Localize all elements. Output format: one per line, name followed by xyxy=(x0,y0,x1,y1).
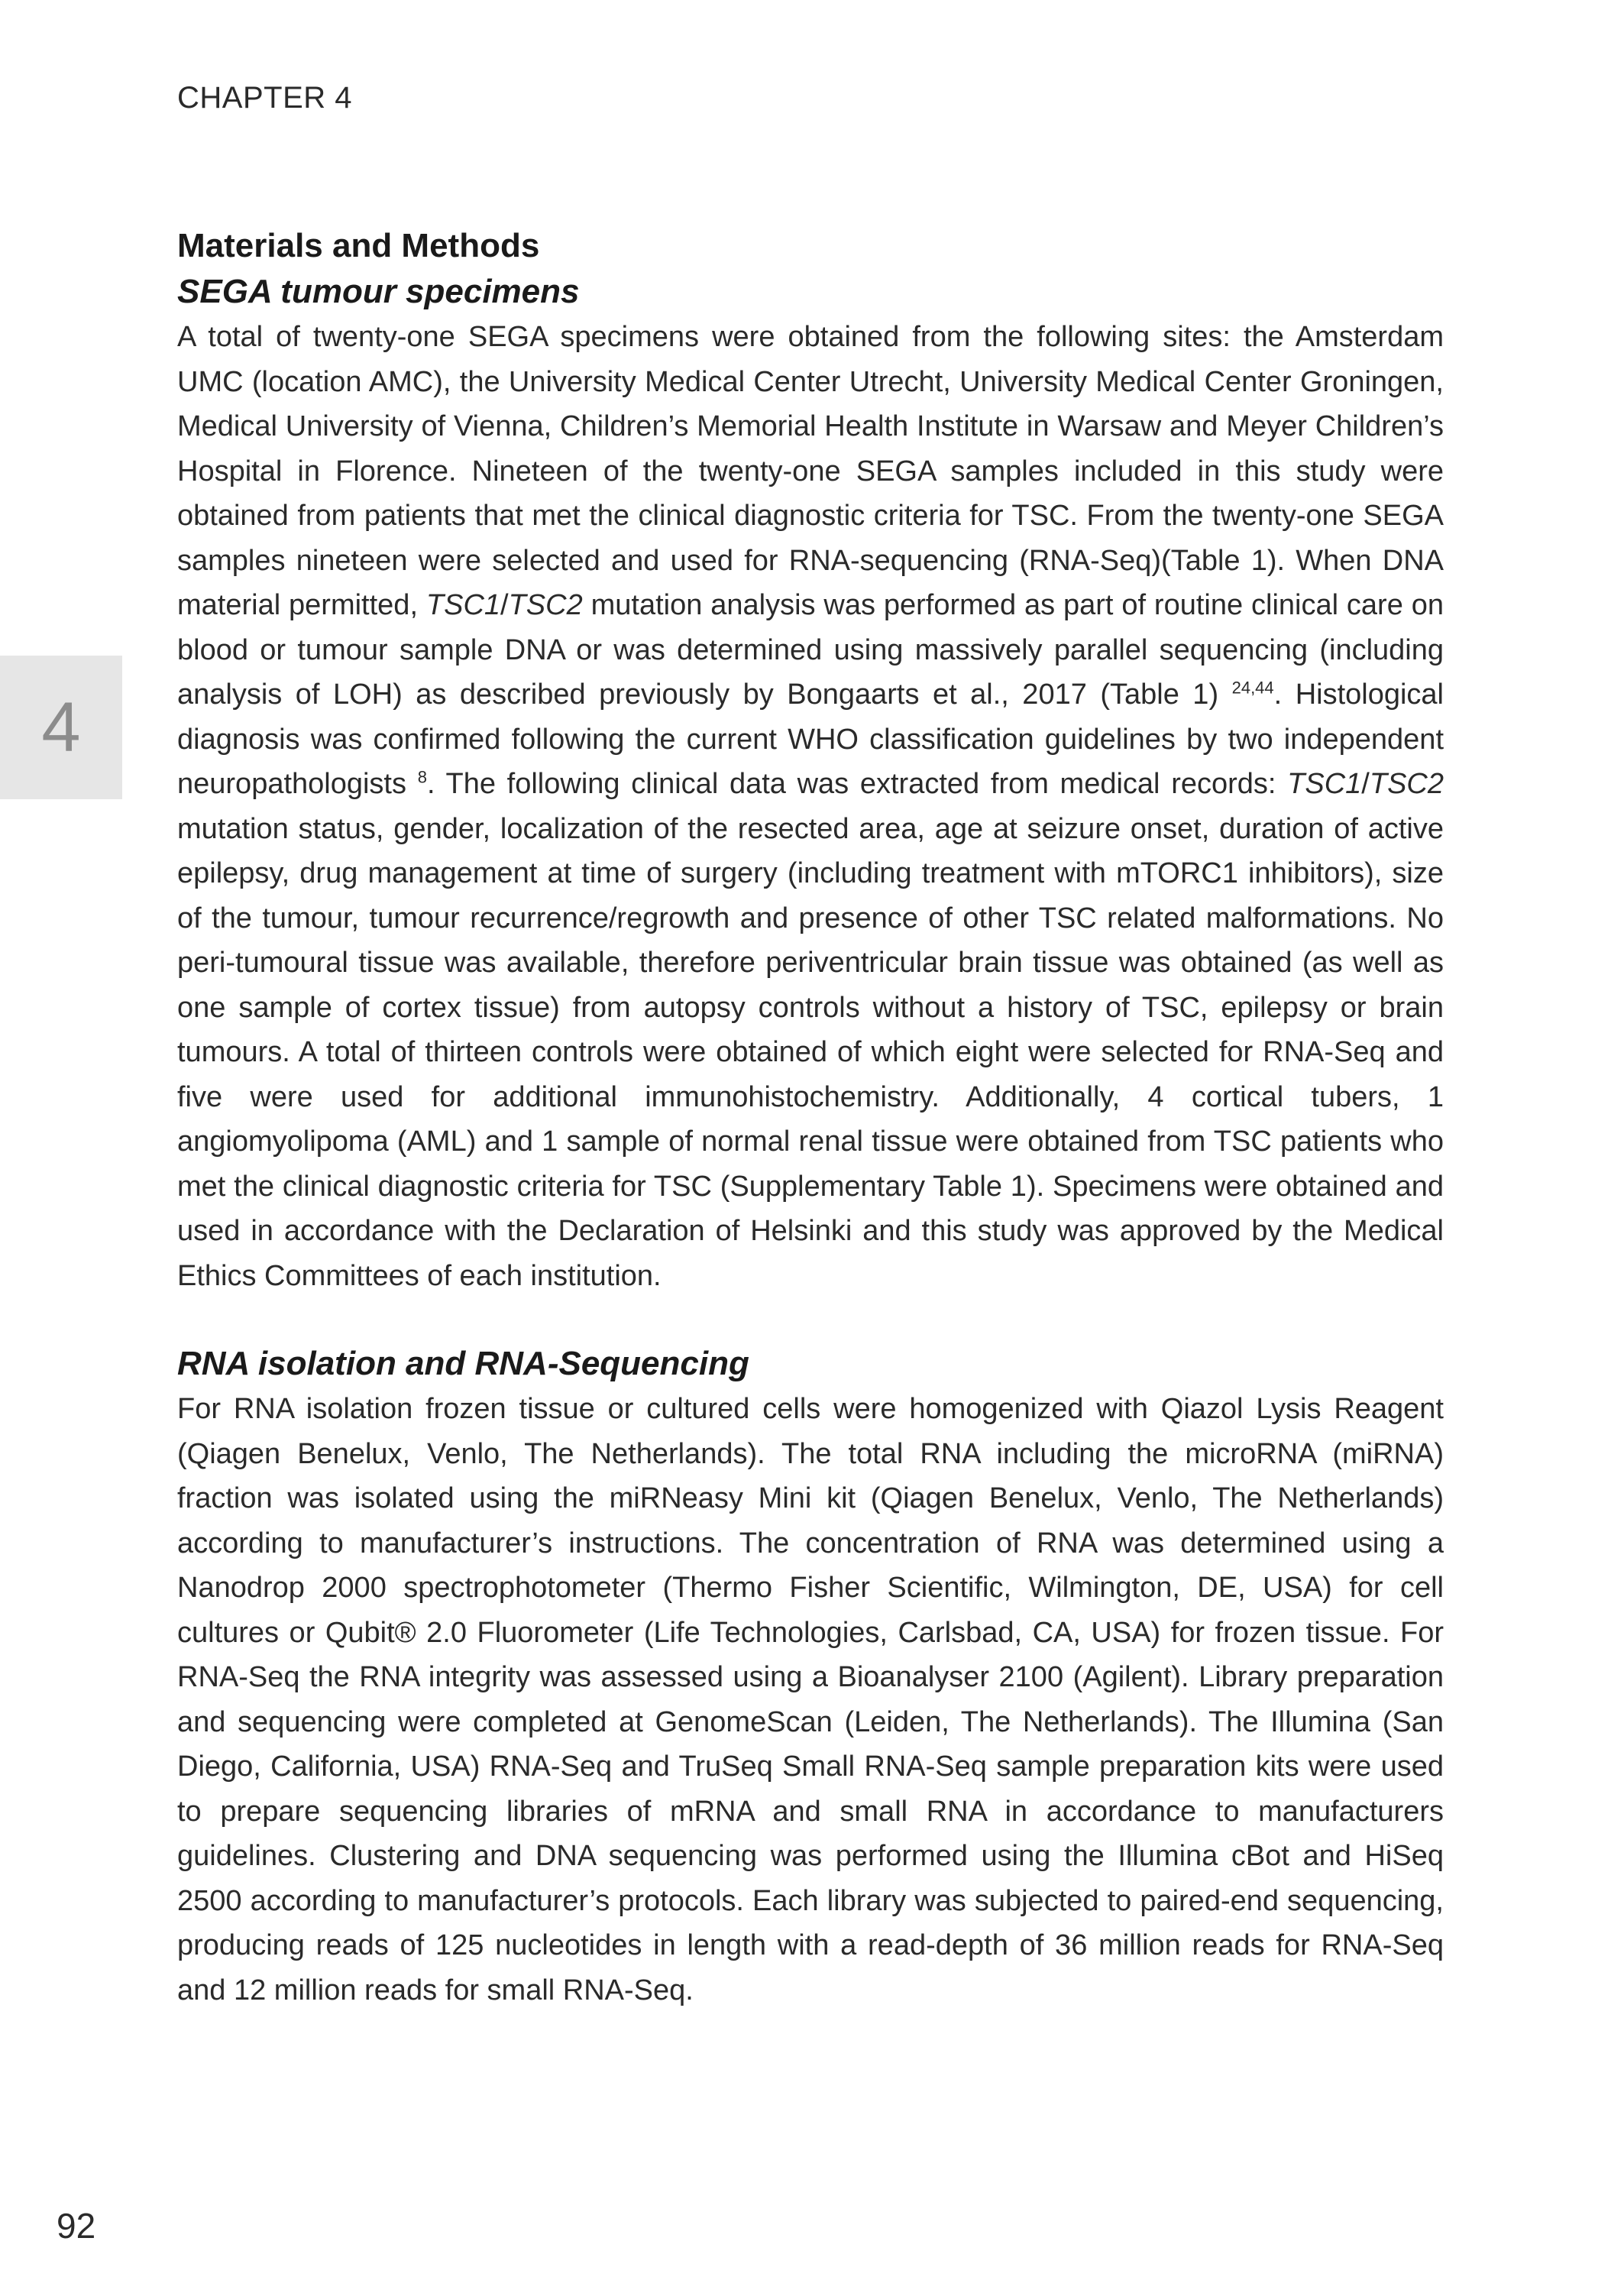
citation-superscript: 8 xyxy=(417,767,427,787)
gene-name-tsc2: TSC2 xyxy=(1369,768,1444,800)
sega-text-part-4: . The following clinical data was extracted from medical records: xyxy=(426,768,1288,800)
page-number: 92 xyxy=(57,2206,96,2246)
gene-name-tsc1: TSC1 xyxy=(425,589,501,621)
citation-superscript: 24,44 xyxy=(1231,678,1274,698)
paragraph-rna-isolation: For RNA isolation frozen tissue or cultured cells were homogenized with Qiazol Lysis Reagent (Qiagen Benelux, Venlo, The Netherlands). The total RNA including the microRNA (miRNA) fraction was isolated using the miRNeasy Mini kit (Qiagen Benelux, Venlo, The Netherlands) according to manufacturer’s instructions. The concentration of RNA was determined using a Nanodrop 2000 spectrophotometer (Thermo Fisher Scientific, Wilmington, DE, USA) for cell cultures or Qubit® 2.0 Fluorometer (Life Technologies, Carlsbad, CA, USA) for frozen tissue. For RNA-Seq the RNA integrity was assessed using a Bioanalyser 2100 (Agilent). Library preparation and sequencing were completed at GenomeScan (Leiden, The Netherlands). The Illumina (San Diego, California, USA) RNA-Seq and TruSeq Small RNA-Seq sample preparation kits were used to prepare sequencing libraries of mRNA and small RNA in accordance to manufacturers guidelines. Clustering and DNA sequencing was performed using the Illumina cBot and HiSeq 2500 according to manufacturer’s protocols. Each library was subjected to paired-end sequencing, producing reads of 125 nucleotides in length with a read-depth of 36 million reads for RNA-Seq and 12 million reads for small RNA-Seq. xyxy=(177,1393,1444,2006)
gene-slash: / xyxy=(1361,768,1370,800)
gene-slash: / xyxy=(500,589,509,621)
sega-text-part-1: A total of twenty-one SEGA specimens were obtained from the following sites: the Amsterdam UMC (location AMC), the University Medical Center Utrecht, University Medical Center Groningen, Medical University of Vienna, Children’s Memorial Health Institute in Warsaw and Meyer Children’s Hospital in Florence. Nineteen of the twenty-one SEGA samples included in this study were obtained from patients that met the clinical diagnostic criteria for TSC. From the twenty-one SEGA samples nineteen were selected and used for RNA-sequencing (RNA-Seq)(Table 1). When DNA material permitted, xyxy=(177,321,1444,621)
page-content xyxy=(177,223,1444,2013)
running-head: CHAPTER 4 xyxy=(177,81,352,115)
sega-text-part-2: mutation analysis was performed as part of routine clinical care on blood or tumour sample DNA or was determined using massively parallel sequencing (including analysis of LOH) as described previously by Bongaarts et al., 2017 (Table 1) xyxy=(177,589,1444,711)
subsection-heading-sega: SEGA tumour specimens xyxy=(177,273,580,310)
chapter-tab xyxy=(0,656,122,799)
sega-text-part-3: . Histological diagnosis was confirmed following the current WHO classification guidelines by two independent neuropathologists xyxy=(177,679,1444,800)
gene-name-tsc1: TSC1 xyxy=(1287,768,1362,800)
section-gap xyxy=(177,1298,1444,1341)
gene-name-tsc2: TSC2 xyxy=(508,589,583,621)
subsection-heading-rna: RNA isolation and RNA-Sequencing xyxy=(177,1345,749,1382)
sega-text-part-5: mutation status, gender, localization of the resected area, age at seizure onset, duration of active epilepsy, drug management at time of surgery (including treatment with mTORC1 inhibitors), size of the tumour, tumour recurrence/regrowth and presence of other TSC related malformations. No peri-tumoural tissue was available, therefore periventricular brain tissue was obtained (as well as one sample of cortex tissue) from autopsy controls without a history of TSC, epilepsy or brain tumours. A total of thirteen controls were obtained of which eight were selected for RNA-Seq and five were used for additional immunohistochemistry. Additionally, 4 cortical tubers, 1 angiomyolipoma (AML) and 1 sample of normal renal tissue were obtained from TSC patients who met the clinical diagnostic criteria for TSC (Supplementary Table 1). Specimens were obtained and used in accordance with the Declaration of Helsinki and this study was approved by the Medical Ethics Committees of each institution. xyxy=(177,812,1444,1292)
paragraph-sega-specimens xyxy=(177,315,1444,1298)
chapter-tab-number: 4 xyxy=(41,688,81,766)
section-heading-materials-methods: Materials and Methods xyxy=(177,227,540,264)
